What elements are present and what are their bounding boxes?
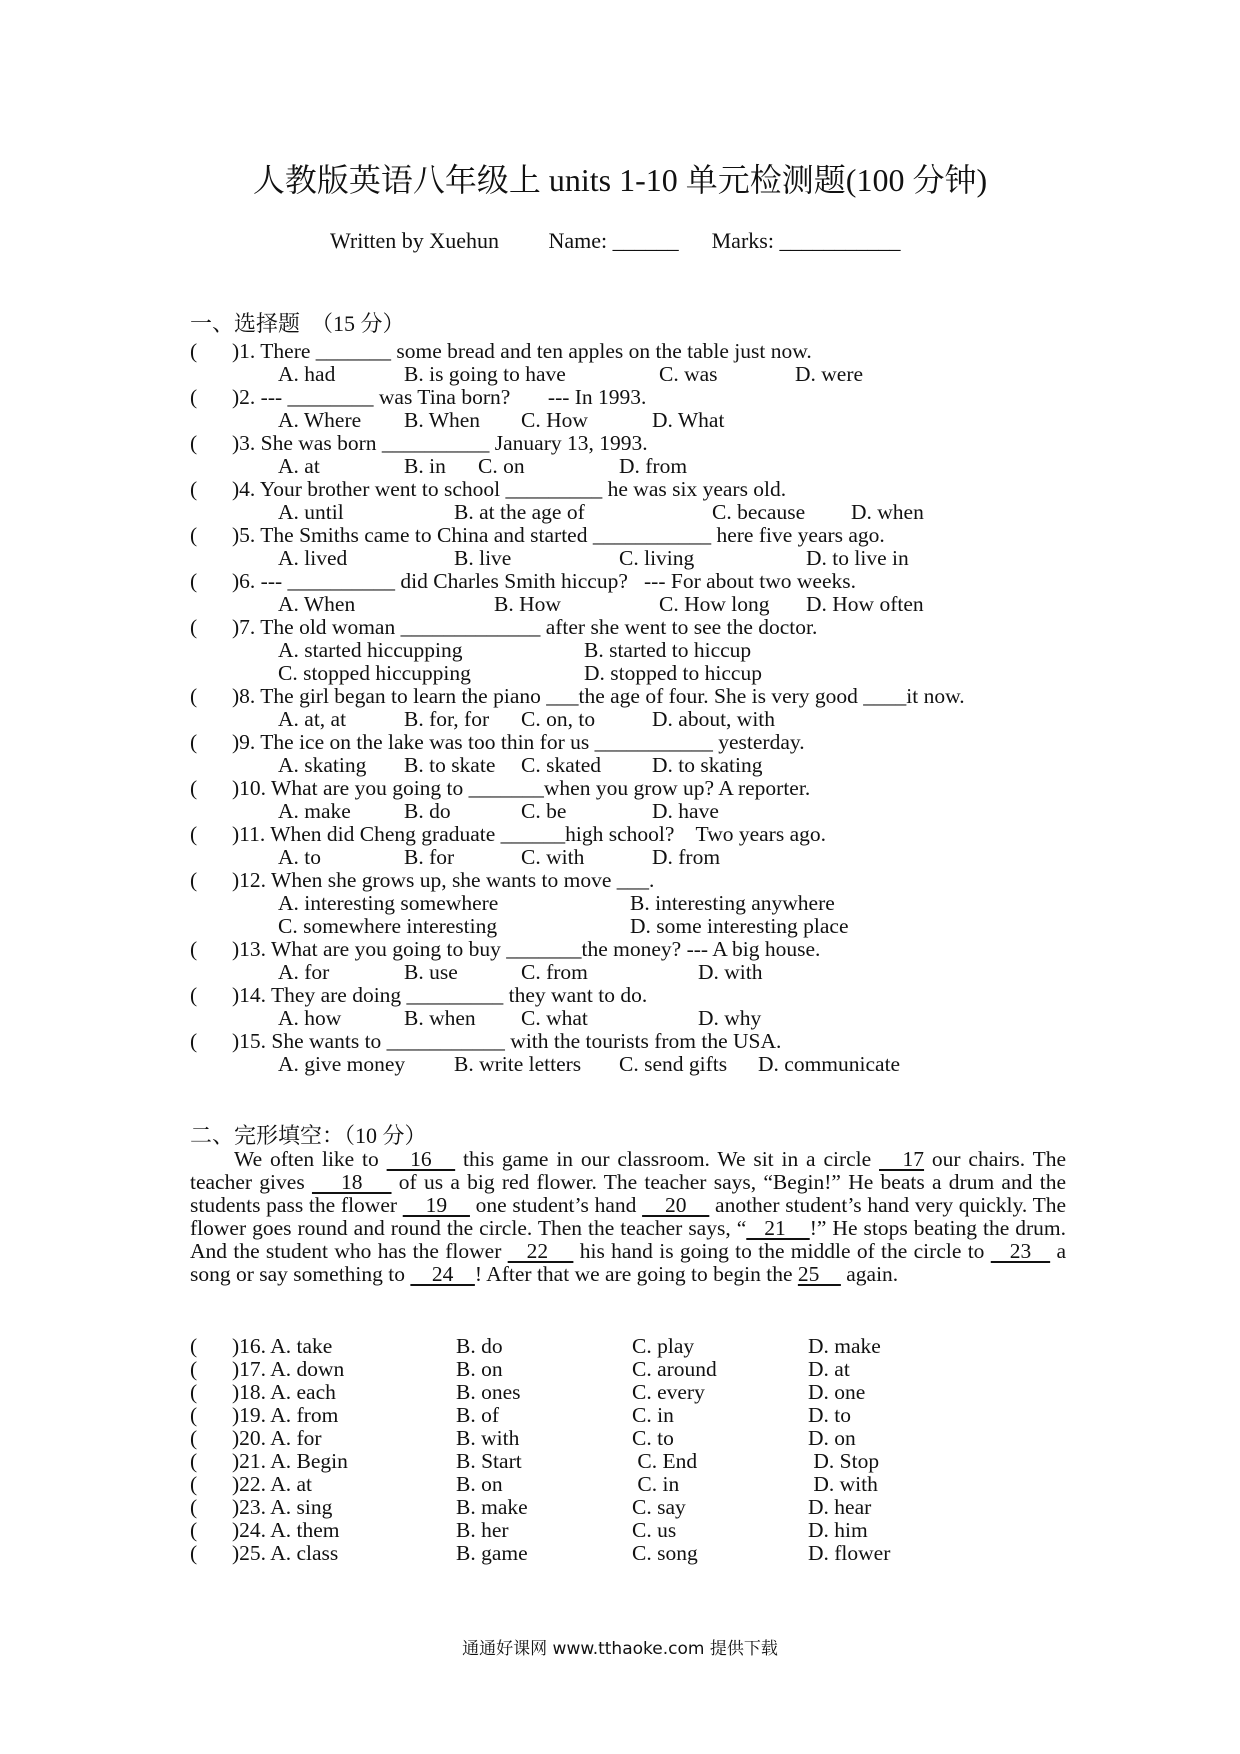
answer-paren[interactable]: ( (190, 431, 198, 455)
option-c: C. to (632, 1426, 674, 1450)
question-text: )3. She was born __________ January 13, 1993. (232, 431, 648, 455)
options-row (278, 662, 1078, 685)
option-b: B. interesting anywhere (630, 891, 835, 915)
passage-text: another student’s hand very quickly. The flower goes round and round the circle. Then the teacher says, “ (190, 1193, 1067, 1240)
options-row (278, 547, 1078, 570)
options-row (278, 961, 1078, 984)
option-b: B. ones (456, 1380, 521, 1404)
option-c: C. because (712, 500, 806, 524)
cloze-option-row (190, 1496, 1070, 1519)
question-text: )7. The old woman _____________ after she went to see the doctor. (232, 615, 818, 639)
answer-paren[interactable]: ( (190, 684, 198, 708)
question-text: )4. Your brother went to school _________ he was six years old. (232, 477, 787, 501)
question-text: )2. --- ________ was Tina born? --- In 1993. (232, 385, 647, 409)
author-label: Written by Xuehun (330, 228, 499, 253)
question-text: )10. What are you going to _______when you grow up? A reporter. (232, 776, 811, 800)
option-d: D. about, with (652, 707, 776, 731)
option-a: )19. A. from (232, 1403, 339, 1427)
option-c: C. say (632, 1495, 686, 1519)
cloze-blank: 17 (879, 1147, 925, 1171)
answer-paren[interactable]: ( (190, 1495, 198, 1519)
question-text: )13. What are you going to buy _______the money? --- A big house. (232, 937, 821, 961)
option-c: C. skated (521, 753, 602, 777)
option-a: A. how (278, 1006, 342, 1030)
option-d: D. Stop (808, 1449, 880, 1473)
option-c: C. How long (659, 592, 770, 616)
header-meta (330, 226, 900, 256)
answer-paren[interactable]: ( (190, 868, 198, 892)
answer-paren[interactable]: ( (190, 776, 198, 800)
options-row (278, 800, 1078, 823)
option-c: C. from (521, 960, 588, 984)
option-b: B. at the age of (454, 500, 585, 524)
option-a: )16. A. take (232, 1334, 333, 1358)
passage-text: ! After that we are going to begin the (474, 1262, 798, 1286)
option-a: )18. A. each (232, 1380, 336, 1404)
question-text: )14. They are doing _________ they want to do. (232, 983, 648, 1007)
option-d: D. have (652, 799, 719, 823)
options-row (278, 1007, 1078, 1030)
question-text: )15. She wants to ___________ with the tourists from the USA. (232, 1029, 782, 1053)
option-b: B. When (404, 408, 481, 432)
answer-paren[interactable]: ( (190, 339, 198, 363)
option-c: C. End (632, 1449, 698, 1473)
option-c: C. How (521, 408, 588, 432)
option-b: B. of (456, 1403, 499, 1427)
option-d: D. to skating (652, 753, 763, 777)
option-b: B. for, for (404, 707, 490, 731)
page-title: 人教版英语八年级上 units 1-10 单元检测题(100 分钟) (252, 162, 988, 198)
option-a: A. to (278, 845, 321, 869)
option-b: B. with (456, 1426, 520, 1450)
answer-paren[interactable]: ( (190, 1403, 198, 1427)
options-row (278, 846, 1078, 869)
option-d: D. one (808, 1380, 866, 1404)
option-d: D. What (652, 408, 725, 432)
cloze-option-row (190, 1381, 1070, 1404)
option-d: D. How often (806, 592, 924, 616)
option-b: B. her (456, 1518, 509, 1542)
name-field-label: Name: ______ (548, 228, 679, 253)
question-text: )11. When did Cheng graduate ______high school? Two years ago. (232, 822, 827, 846)
option-c: C. play (632, 1334, 695, 1358)
option-c: C. around (632, 1357, 717, 1381)
option-b: B. is going to have (404, 362, 566, 386)
cloze-option-row (190, 1358, 1070, 1381)
option-a: A. Where (278, 408, 362, 432)
options-row (278, 639, 1078, 662)
question-text: )9. The ice on the lake was too thin for us ___________ yesterday. (232, 730, 805, 754)
option-c: C. was (659, 362, 718, 386)
cloze-blank: 20 (642, 1193, 710, 1217)
marks-field-label: Marks: ___________ (711, 228, 901, 253)
passage-text: We often like to (234, 1147, 387, 1171)
answer-paren[interactable]: ( (190, 822, 198, 846)
option-c: C. song (632, 1541, 698, 1565)
passage-text: his hand is going to the middle of the circle to (573, 1239, 991, 1263)
option-d: D. were (795, 362, 864, 386)
option-d: D. from (619, 454, 688, 478)
cloze-option-row (190, 1335, 1070, 1358)
footer-credit: 通通好课网 www.tthaoke.com 提供下载 (462, 1639, 778, 1659)
passage-text: of us a big red flower. The teacher says, “Begin!” He beats a drum and the students pass the flower (190, 1170, 1067, 1217)
question-text: )12. When she grows up, she wants to move ___. (232, 868, 655, 892)
options-row (278, 409, 1078, 432)
cloze-blank: 22 (507, 1239, 574, 1263)
option-b: B. How (494, 592, 561, 616)
options-row (278, 363, 1078, 386)
option-c: C. on, to (521, 707, 596, 731)
option-c: C. with (521, 845, 585, 869)
option-d: D. at (808, 1357, 850, 1381)
options-row (278, 593, 1078, 616)
option-d: D. him (808, 1518, 868, 1542)
option-a: A. at, at (278, 707, 347, 731)
option-a: )21. A. Begin (232, 1449, 348, 1473)
option-b: B. on (456, 1357, 503, 1381)
option-a: A. make (278, 799, 351, 823)
option-b: B. do (404, 799, 451, 823)
option-a: A. When (278, 592, 356, 616)
option-d: D. stopped to hiccup (584, 661, 762, 685)
cloze-blank: 16 (386, 1147, 456, 1171)
option-d: D. on (808, 1426, 856, 1450)
cloze-blank: 24 (410, 1262, 475, 1286)
cloze-option-row (190, 1519, 1070, 1542)
option-d: D. to (808, 1403, 851, 1427)
option-a: A. skating (278, 753, 367, 777)
option-b: B. live (454, 546, 512, 570)
options-row (278, 1053, 1078, 1076)
option-c: C. us (632, 1518, 677, 1542)
option-b: B. Start (456, 1449, 522, 1473)
passage-text: a song or say something to (190, 1239, 1067, 1286)
option-d: D. make (808, 1334, 881, 1358)
option-d: D. hear (808, 1495, 872, 1519)
passage-text: !” He stops beating the drum. And the student who has the flower (190, 1216, 1066, 1263)
option-b: B. do (456, 1334, 503, 1358)
section-heading-cloze: 二、完形填空：（10 分） (190, 1123, 427, 1148)
answer-paren[interactable]: ( (190, 983, 198, 1007)
option-c: C. on (478, 454, 525, 478)
option-d: D. with (808, 1472, 878, 1496)
answer-paren[interactable]: ( (190, 385, 198, 409)
option-c: C. in (632, 1472, 680, 1496)
question-text: )6. --- __________ did Charles Smith hiccup? --- For about two weeks. (232, 569, 856, 593)
option-b: B. on (456, 1472, 503, 1496)
options-row (278, 915, 1078, 938)
answer-paren[interactable]: ( (190, 1541, 198, 1565)
option-b: B. in (404, 454, 446, 478)
option-b: B. to skate (404, 753, 496, 777)
cloze-option-row (190, 1404, 1070, 1427)
options-row (278, 892, 1078, 915)
option-a: A. for (278, 960, 330, 984)
cloze-option-row (190, 1542, 1070, 1565)
option-a: )25. A. class (232, 1541, 339, 1565)
passage-text: this game in our classroom. We sit in a circle (455, 1147, 880, 1171)
options-row (278, 455, 1078, 478)
answer-paren[interactable]: ( (190, 730, 198, 754)
cloze-option-row (190, 1427, 1070, 1450)
option-a: )24. A. them (232, 1518, 340, 1542)
option-a: )20. A. for (232, 1426, 322, 1450)
question-text: )1. There _______ some bread and ten apples on the table just now. (232, 339, 812, 363)
option-a: )23. A. sing (232, 1495, 333, 1519)
question-text: )5. The Smiths came to China and started ___________ here five years ago. (232, 523, 885, 547)
option-d: D. flower (808, 1541, 891, 1565)
answer-paren[interactable]: ( (190, 1472, 198, 1496)
option-a: A. until (278, 500, 344, 524)
option-a: A. started hiccupping (278, 638, 463, 662)
answer-paren[interactable]: ( (190, 1518, 198, 1542)
option-b: B. use (404, 960, 458, 984)
cloze-option-row (190, 1473, 1070, 1496)
answer-paren[interactable]: ( (190, 523, 198, 547)
option-a: A. lived (278, 546, 348, 570)
cloze-blank: 19 (402, 1193, 470, 1217)
option-d: D. to live in (806, 546, 909, 570)
option-c: C. be (521, 799, 567, 823)
option-c: C. stopped hiccupping (278, 661, 471, 685)
cloze-blank: 23 (990, 1239, 1051, 1263)
option-a: )17. A. down (232, 1357, 345, 1381)
options-row (278, 754, 1078, 777)
cloze-blank: 25 (797, 1262, 841, 1286)
cloze-blank: 18 (311, 1170, 392, 1194)
passage-text: again. (840, 1262, 899, 1286)
option-d: D. communicate (758, 1052, 901, 1076)
option-a: )22. A. at (232, 1472, 313, 1496)
option-b: B. write letters (454, 1052, 582, 1076)
option-c: C. in (632, 1403, 674, 1427)
answer-paren[interactable]: ( (190, 1334, 198, 1358)
cloze-option-row (190, 1450, 1070, 1473)
option-b: B. for (404, 845, 455, 869)
option-c: C. somewhere interesting (278, 914, 498, 938)
answer-paren[interactable]: ( (190, 937, 198, 961)
option-a: A. give money (278, 1052, 406, 1076)
option-a: A. at (278, 454, 320, 478)
answer-paren[interactable]: ( (190, 569, 198, 593)
options-row (278, 501, 1078, 524)
option-b: B. game (456, 1541, 528, 1565)
option-d: D. from (652, 845, 721, 869)
option-d: D. with (698, 960, 763, 984)
option-c: C. every (632, 1380, 705, 1404)
option-a: A. interesting somewhere (278, 891, 499, 915)
answer-paren[interactable]: ( (190, 1426, 198, 1450)
passage-text: our chairs. The teacher gives (190, 1147, 1066, 1194)
option-a: A. had (278, 362, 336, 386)
answer-paren[interactable]: ( (190, 477, 198, 501)
cloze-passage (190, 1148, 1066, 1286)
section-heading-choice: 一、选择题 （15 分） (190, 311, 405, 336)
option-c: C. living (619, 546, 695, 570)
answer-paren[interactable]: ( (190, 1449, 198, 1473)
option-d: D. some interesting place (630, 914, 849, 938)
option-c: C. send gifts (619, 1052, 728, 1076)
option-b: B. when (404, 1006, 476, 1030)
option-d: D. when (851, 500, 924, 524)
answer-paren[interactable]: ( (190, 615, 198, 639)
cloze-blank: 21 (746, 1216, 810, 1240)
option-d: D. why (698, 1006, 762, 1030)
answer-paren[interactable]: ( (190, 1357, 198, 1381)
options-row (278, 708, 1078, 731)
option-b: B. started to hiccup (584, 638, 752, 662)
answer-paren[interactable]: ( (190, 1029, 198, 1053)
question-text: )8. The girl began to learn the piano ___the age of four. She is very good ____it now. (232, 684, 965, 708)
passage-text: one student’s hand (469, 1193, 643, 1217)
answer-paren[interactable]: ( (190, 1380, 198, 1404)
option-c: C. what (521, 1006, 588, 1030)
option-b: B. make (456, 1495, 528, 1519)
